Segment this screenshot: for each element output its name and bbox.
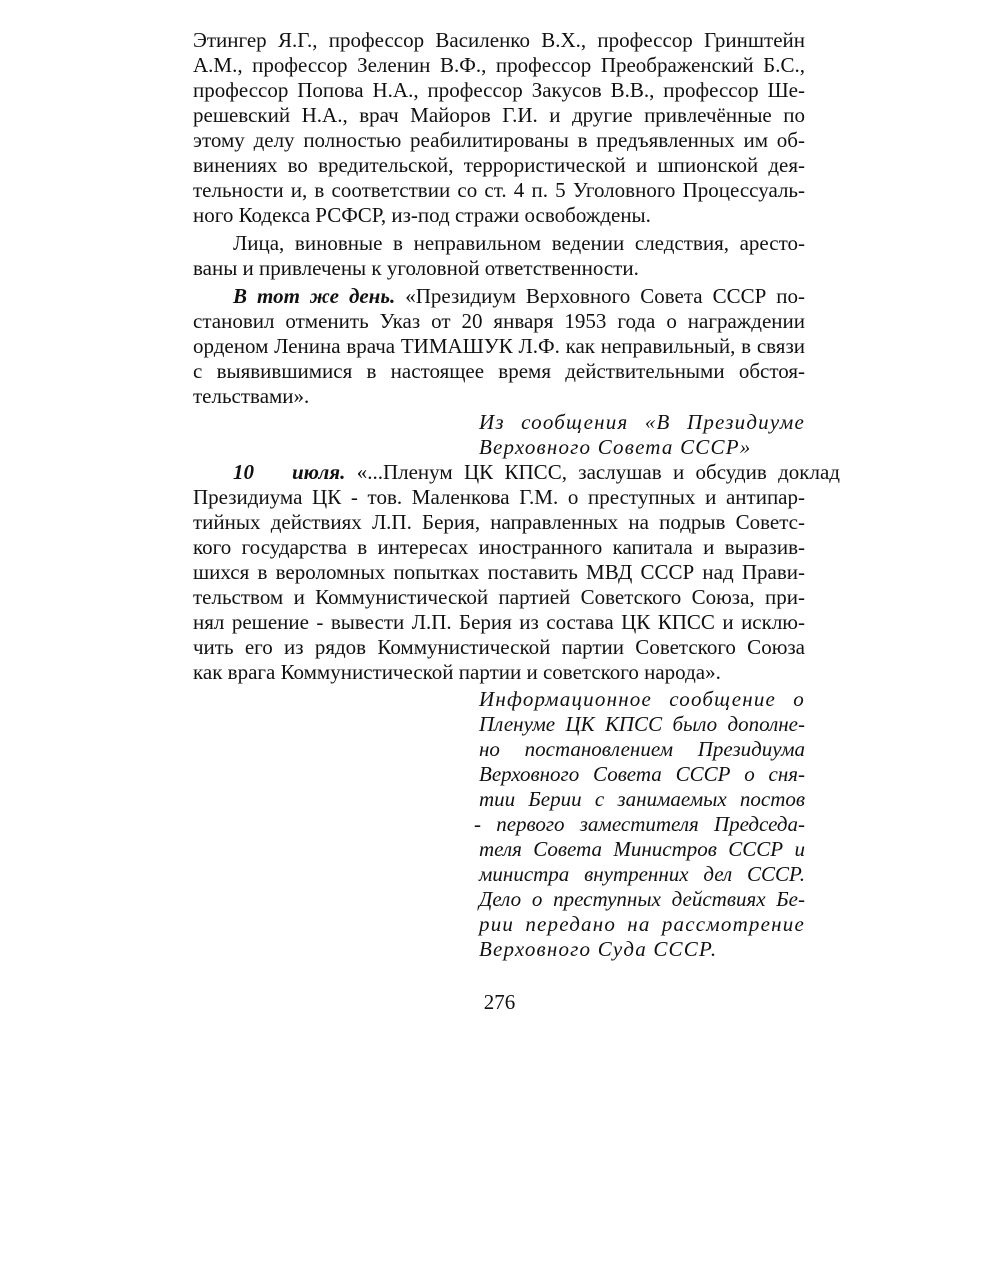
- note-line: теля Совета Министров СССР и: [479, 837, 805, 861]
- note-line: Верховного Совета СССР о сня-: [479, 762, 805, 786]
- text-line: тийных действиях Л.П. Берия, направленных на подрыв Советс-: [193, 510, 805, 534]
- text-line: тельности и, в соответствии со ст. 4 п. 5 Уголовного Процессуаль-: [193, 178, 805, 202]
- note-line: рии передано на рассмотрение: [479, 912, 805, 936]
- text-line: ного Кодекса РСФСР, из-под стражи освобождены.: [193, 203, 651, 227]
- text-line: Этингер Я.Г., профессор Василенко В.Х., профессор Гринштейн: [193, 28, 805, 52]
- note-line: Информационное сообщение о: [479, 687, 805, 711]
- date-lead: В тот же день.: [233, 284, 396, 308]
- text-line: Лица, виновные в неправильном ведении следствия, аресто-: [233, 231, 805, 255]
- text-line: кого государства в интересах иностранного капитала и выразив-: [193, 535, 805, 559]
- note-line: Дело о преступных действиях Бе-: [479, 887, 805, 911]
- text-line: профессор Попова Н.А., профессор Закусов В.В., профессор Ше-: [193, 78, 805, 102]
- note-line: но постановлением Президиума: [479, 737, 805, 761]
- note-line: министра внутренних дел СССР.: [479, 862, 805, 886]
- text-line: как врага Коммунистической партии и советского народа».: [193, 660, 721, 684]
- text-line: Президиума ЦК - тов. Маленкова Г.М. о преступных и антипар-: [193, 485, 805, 509]
- text-run: «Президиум Верховного Совета СССР по-: [405, 284, 806, 308]
- text-line: [233, 460, 840, 485]
- text-line: тельством и Коммунистической партией Советского Союза, при-: [193, 585, 805, 609]
- text-line: с выявившимися в настоящее время действительными обстоя-: [193, 359, 805, 383]
- text-line: шихся в вероломных попытках поставить МВД СССР над Прави-: [193, 560, 805, 584]
- text-line: А.М., профессор Зеленин В.Ф., профессор Преображенский Б.С.,: [193, 53, 805, 77]
- text-line: [233, 284, 805, 309]
- note-line: Пленуме ЦК КПСС было дополне-: [479, 712, 805, 736]
- text-run: «...Пленум ЦК КПСС, заслушав и обсудив доклад: [356, 460, 840, 484]
- text-line: тельствами».: [193, 384, 310, 408]
- text-line: становил отменить Указ от 20 января 1953 года о награждении: [193, 309, 805, 333]
- note-line: - первого заместителя Председа-: [474, 812, 805, 836]
- page-number: 276: [483, 990, 516, 1014]
- text-line: чить его из рядов Коммунистической партии Советского Союза: [193, 635, 805, 659]
- citation-line: Верховного Совета СССР»: [479, 435, 752, 459]
- date-month: июля.: [292, 460, 346, 484]
- note-line: тии Берии с занимаемых постов: [479, 787, 805, 811]
- citation-line: Из сообщения «В Президиуме: [479, 410, 805, 434]
- note-line: Верховного Суда СССР.: [479, 937, 718, 961]
- text-line: решевский Н.А., врач Майоров Г.И. и другие привлечённые по: [193, 103, 805, 127]
- text-line: ваны и привлечены к уголовной ответственности.: [193, 256, 639, 280]
- text-line: нял решение - вывести Л.П. Берия из состава ЦК КПСС и исклю-: [193, 610, 805, 634]
- text-line: винениях во вредительской, террористической и шпионской дея-: [193, 153, 805, 177]
- date-day: 10: [233, 460, 254, 484]
- text-line: орденом Ленина врача ТИМАШУК Л.Ф. как неправильный, в связи: [193, 334, 805, 358]
- text-line: этому делу полностью реабилитированы в предъявленных им об-: [193, 128, 805, 152]
